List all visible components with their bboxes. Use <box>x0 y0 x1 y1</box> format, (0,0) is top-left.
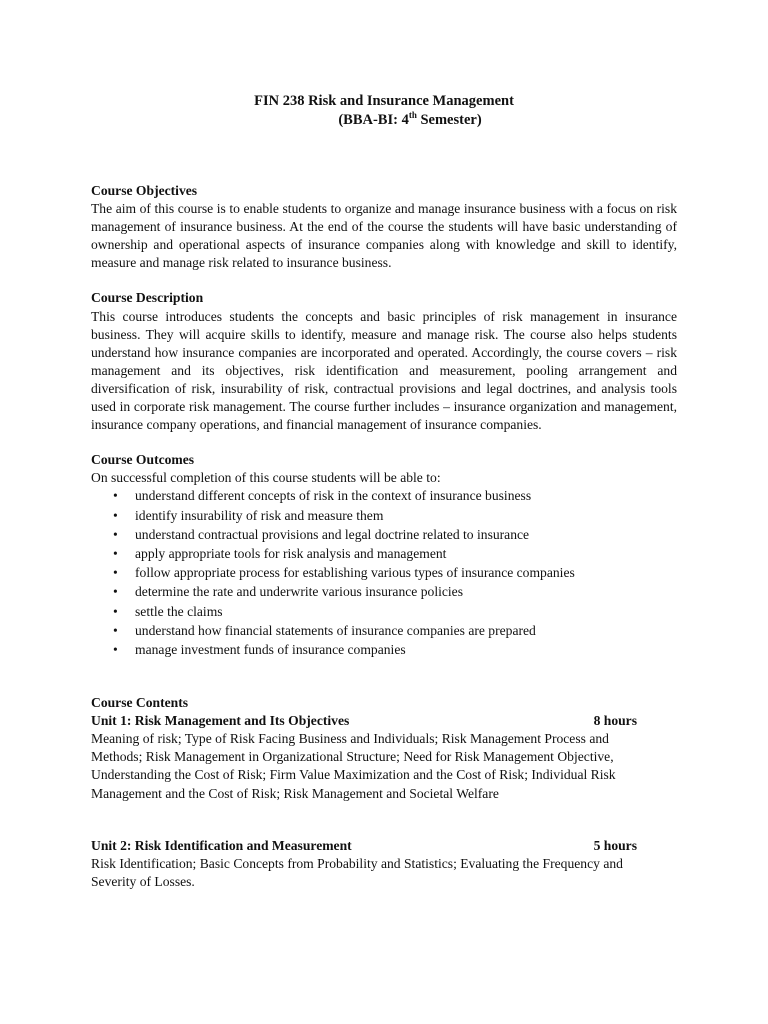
objectives-heading: Course Objectives <box>91 183 198 198</box>
bullet-icon: • <box>113 488 118 504</box>
list-item <box>91 641 677 659</box>
list-item <box>91 564 677 582</box>
section-outcomes <box>91 451 677 659</box>
bullet-icon: • <box>113 526 118 542</box>
bullet-icon: • <box>113 584 118 600</box>
list-item-text: understand different concepts of risk in the context of insurance business <box>135 488 532 504</box>
list-item <box>91 487 677 505</box>
unit-text: Meaning of risk; Type of Risk Facing Business and Individuals; Risk Management Process and Methods; Risk Management in Organizational Structure; Need for Risk Management Objective, Understanding the Cost of Risk; Firm Value Maximization and the Cost of Risk; Individual Risk Management and the Cost of Risk; Risk Management and Societal Welfare <box>91 731 616 801</box>
spacer <box>91 272 677 289</box>
unit-header <box>91 837 637 855</box>
bullet-icon: • <box>113 603 118 619</box>
outcomes-list <box>91 487 677 659</box>
section-contents <box>91 694 677 891</box>
unit-2 <box>91 837 677 891</box>
contents-heading: Course Contents <box>91 695 189 711</box>
outcomes-intro: On successful completion of this course students will be able to: <box>91 470 441 486</box>
bullet-icon: • <box>113 622 118 638</box>
unit-text: Risk Identification; Basic Concepts from Probability and Statistics; Evaluating the Frequency and Severity of Losses. <box>91 855 623 889</box>
description-text: This course introduces students the concepts and basic principles of risk management in insurance business. They will acquire skills to identify, measure and manage risk. The course also helps students understand how insurance companies are incorporated and operated. Accordingly, the course covers – risk management and its objectives, risk identification and measurement, pooling arrangement and diversification of risk, insurability of risk, contractual provisions and legal doctrines, and analysis tools used in corporate risk management. The course further includes – insurance organization and management, insurance company operations, and financial management of insurance companies. <box>91 308 677 433</box>
course-program <box>0 111 768 130</box>
spacer <box>91 803 677 837</box>
program-suffix: Semester) <box>416 112 482 128</box>
list-item-text: understand contractual provisions and legal doctrine related to insurance <box>135 526 530 542</box>
list-item-text: follow appropriate process for establishing various types of insurance companies <box>135 565 575 581</box>
list-item <box>91 622 677 640</box>
list-item <box>91 545 677 563</box>
unit-header <box>91 712 637 730</box>
bullet-icon: • <box>113 507 118 523</box>
list-item-text: settle the claims <box>135 603 223 619</box>
list-item <box>91 603 677 621</box>
description-heading: Course Description <box>91 290 204 306</box>
bullet-icon: • <box>113 545 118 561</box>
list-item-text: identify insurability of risk and measure them <box>135 507 384 523</box>
list-item-text: manage investment funds of insurance companies <box>135 641 406 657</box>
list-item <box>91 507 677 525</box>
list-item-text: determine the rate and underwrite various insurance policies <box>135 584 464 600</box>
unit-hours: 5 hours <box>593 837 637 853</box>
bullet-icon: • <box>113 641 118 657</box>
program-superscript: th <box>408 110 417 121</box>
program-prefix: (BBA-BI: 4 <box>338 112 409 128</box>
unit-title: Unit 2: Risk Identification and Measurement <box>91 837 352 853</box>
bullet-icon: • <box>113 565 118 581</box>
section-description <box>91 289 677 434</box>
document-body <box>91 182 677 891</box>
objectives-text: The aim of this course is to enable students to organize and manage insurance business with a focus on risk management of insurance business. At the end of the course the students will have basic understanding of ownership and operational aspects of insurance companies along with knowledge and skill to identify, measure and manage risk related to insurance business. <box>91 201 677 271</box>
document-title <box>0 92 768 130</box>
course-title: FIN 238 Risk and Insurance Management <box>254 93 514 109</box>
list-item <box>91 583 677 601</box>
section-objectives <box>91 182 677 272</box>
spacer <box>91 434 677 451</box>
unit-title: Unit 1: Risk Management and Its Objectives <box>91 713 350 729</box>
unit-1 <box>91 712 677 802</box>
list-item-text: apply appropriate tools for risk analysis and management <box>135 545 447 561</box>
outcomes-heading: Course Outcomes <box>91 452 195 468</box>
unit-hours: 8 hours <box>593 713 637 729</box>
list-item <box>91 526 677 544</box>
spacer <box>91 660 677 694</box>
list-item-text: understand how financial statements of insurance companies are prepared <box>135 622 536 638</box>
